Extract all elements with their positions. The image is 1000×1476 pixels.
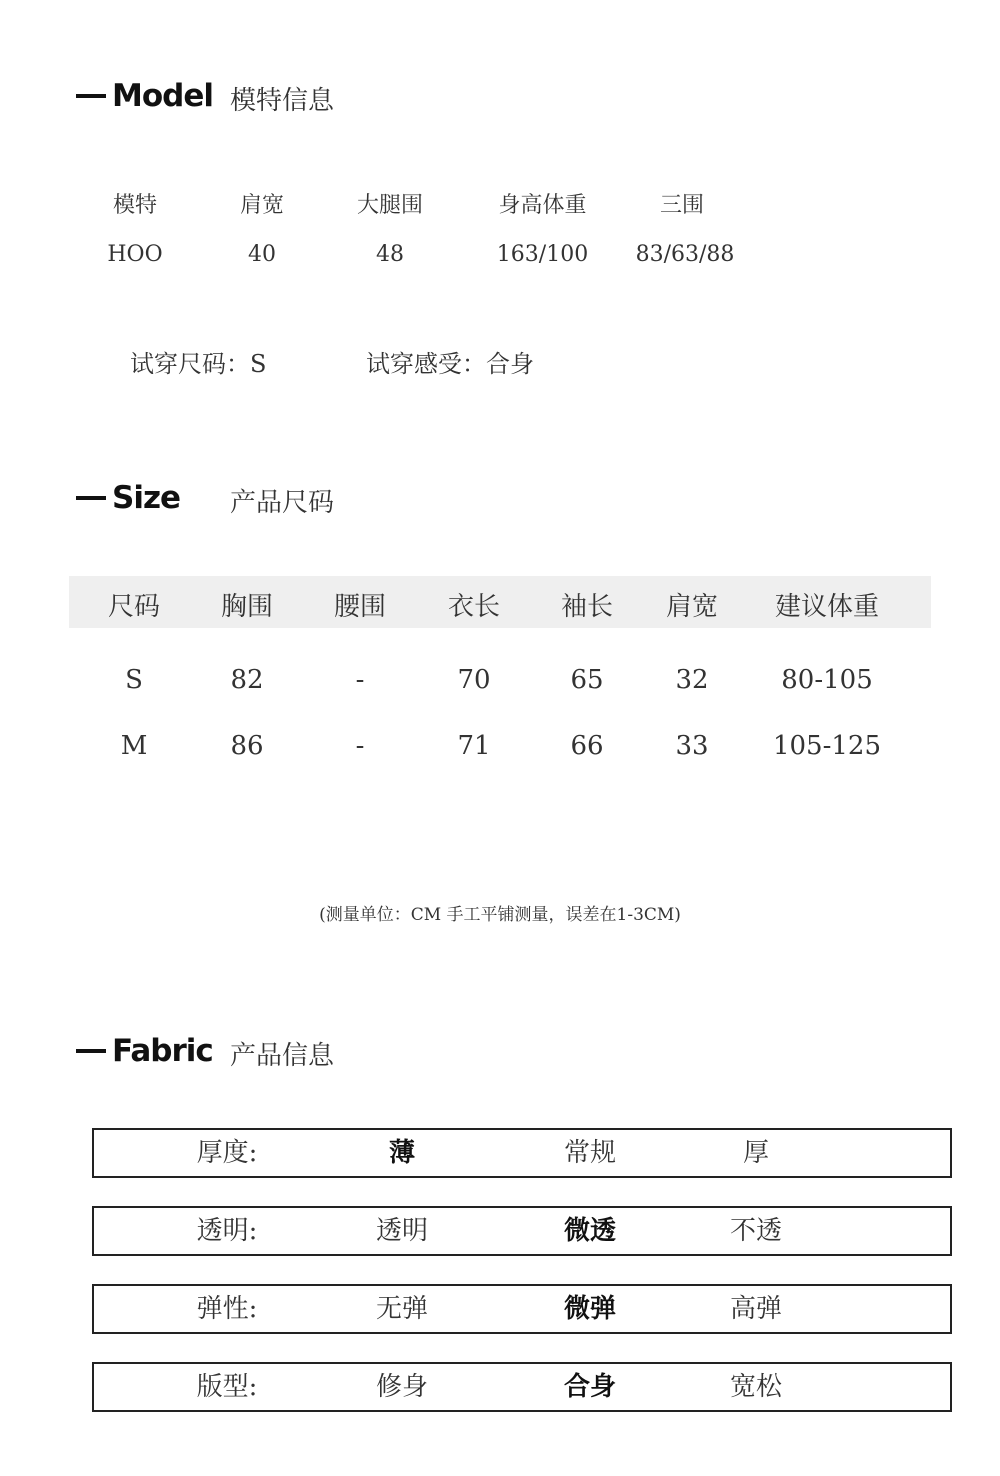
size-cell: 80-105 xyxy=(781,665,873,695)
size-cell: 66 xyxy=(570,731,604,761)
fabric-row-label: 厚度: xyxy=(196,1138,258,1168)
heading-dash xyxy=(76,94,106,98)
fabric-row-transparency xyxy=(92,1206,952,1256)
fabric-title-en: Fabric xyxy=(112,1033,213,1069)
fabric-option: 微弹 xyxy=(563,1294,617,1324)
size-cell: 32 xyxy=(675,665,709,695)
model-value-measurements: 83/63/88 xyxy=(635,242,735,267)
model-value-thigh: 48 xyxy=(376,242,404,267)
fabric-option: 高弹 xyxy=(729,1294,783,1324)
fabric-option: 不透 xyxy=(729,1216,783,1246)
fabric-row-fit xyxy=(92,1362,952,1412)
fabric-option: 常规 xyxy=(563,1138,617,1168)
size-cell: 33 xyxy=(675,731,709,761)
size-cell: 86 xyxy=(230,731,264,761)
size-cell: 70 xyxy=(457,665,491,695)
model-header-measurements: 三围 xyxy=(659,193,704,218)
model-value-shoulder: 40 xyxy=(248,242,276,267)
size-section-heading xyxy=(76,478,180,518)
size-cell: - xyxy=(355,665,365,695)
size-title-en: Size xyxy=(112,480,181,516)
size-header-waist: 腰围 xyxy=(333,592,387,622)
size-cell: 65 xyxy=(570,665,604,695)
model-value-height-weight: 163/100 xyxy=(496,242,589,267)
size-header-weight: 建议体重 xyxy=(774,592,880,622)
fabric-option: 厚 xyxy=(742,1138,770,1168)
size-header-chest: 胸围 xyxy=(220,592,274,622)
model-header-thigh: 大腿围 xyxy=(356,193,423,218)
fabric-option: 宽松 xyxy=(729,1372,783,1402)
size-title-cn: 产品尺码 xyxy=(230,488,335,518)
size-cell: S xyxy=(125,665,143,695)
fabric-row-label: 弹性: xyxy=(196,1294,258,1324)
heading-dash xyxy=(76,496,106,500)
model-header-height-weight: 身高体重 xyxy=(498,193,587,218)
try-size: 试穿尺码：S xyxy=(130,350,267,378)
size-cell: 71 xyxy=(457,731,491,761)
fabric-option: 合身 xyxy=(563,1372,617,1402)
fabric-title-cn: 产品信息 xyxy=(230,1041,335,1071)
fabric-option: 无弹 xyxy=(375,1294,429,1324)
size-header-length: 衣长 xyxy=(447,592,501,622)
try-feel: 试穿感受：合身 xyxy=(366,350,534,378)
size-header-sleeve: 袖长 xyxy=(560,592,614,622)
heading-dash xyxy=(76,1049,106,1053)
fabric-row-elasticity xyxy=(92,1284,952,1334)
fabric-row-label: 透明: xyxy=(196,1216,258,1246)
fabric-row-label: 版型: xyxy=(196,1372,258,1402)
fabric-option: 微透 xyxy=(563,1216,617,1246)
fabric-row-thickness xyxy=(92,1128,952,1178)
size-cell: M xyxy=(120,731,148,761)
model-header-model: 模特 xyxy=(112,193,157,218)
size-header-size: 尺码 xyxy=(107,592,161,622)
fabric-option: 透明 xyxy=(375,1216,429,1246)
fabric-option: 修身 xyxy=(375,1372,429,1402)
size-cell: - xyxy=(355,731,365,761)
fabric-section-heading xyxy=(76,1031,213,1071)
model-section-heading xyxy=(76,76,213,116)
model-header-shoulder: 肩宽 xyxy=(239,193,284,218)
model-title-en: Model xyxy=(112,78,213,114)
fabric-option: 薄 xyxy=(388,1138,416,1168)
size-header-shoulder: 肩宽 xyxy=(665,592,719,622)
size-cell: 82 xyxy=(230,665,264,695)
model-title-cn: 模特信息 xyxy=(230,86,335,116)
size-cell: 105-125 xyxy=(772,731,882,761)
model-value-model: HOO xyxy=(107,242,163,267)
measurement-note: (测量单位：CM 手工平铺测量，误差在1-3CM) xyxy=(319,905,681,925)
